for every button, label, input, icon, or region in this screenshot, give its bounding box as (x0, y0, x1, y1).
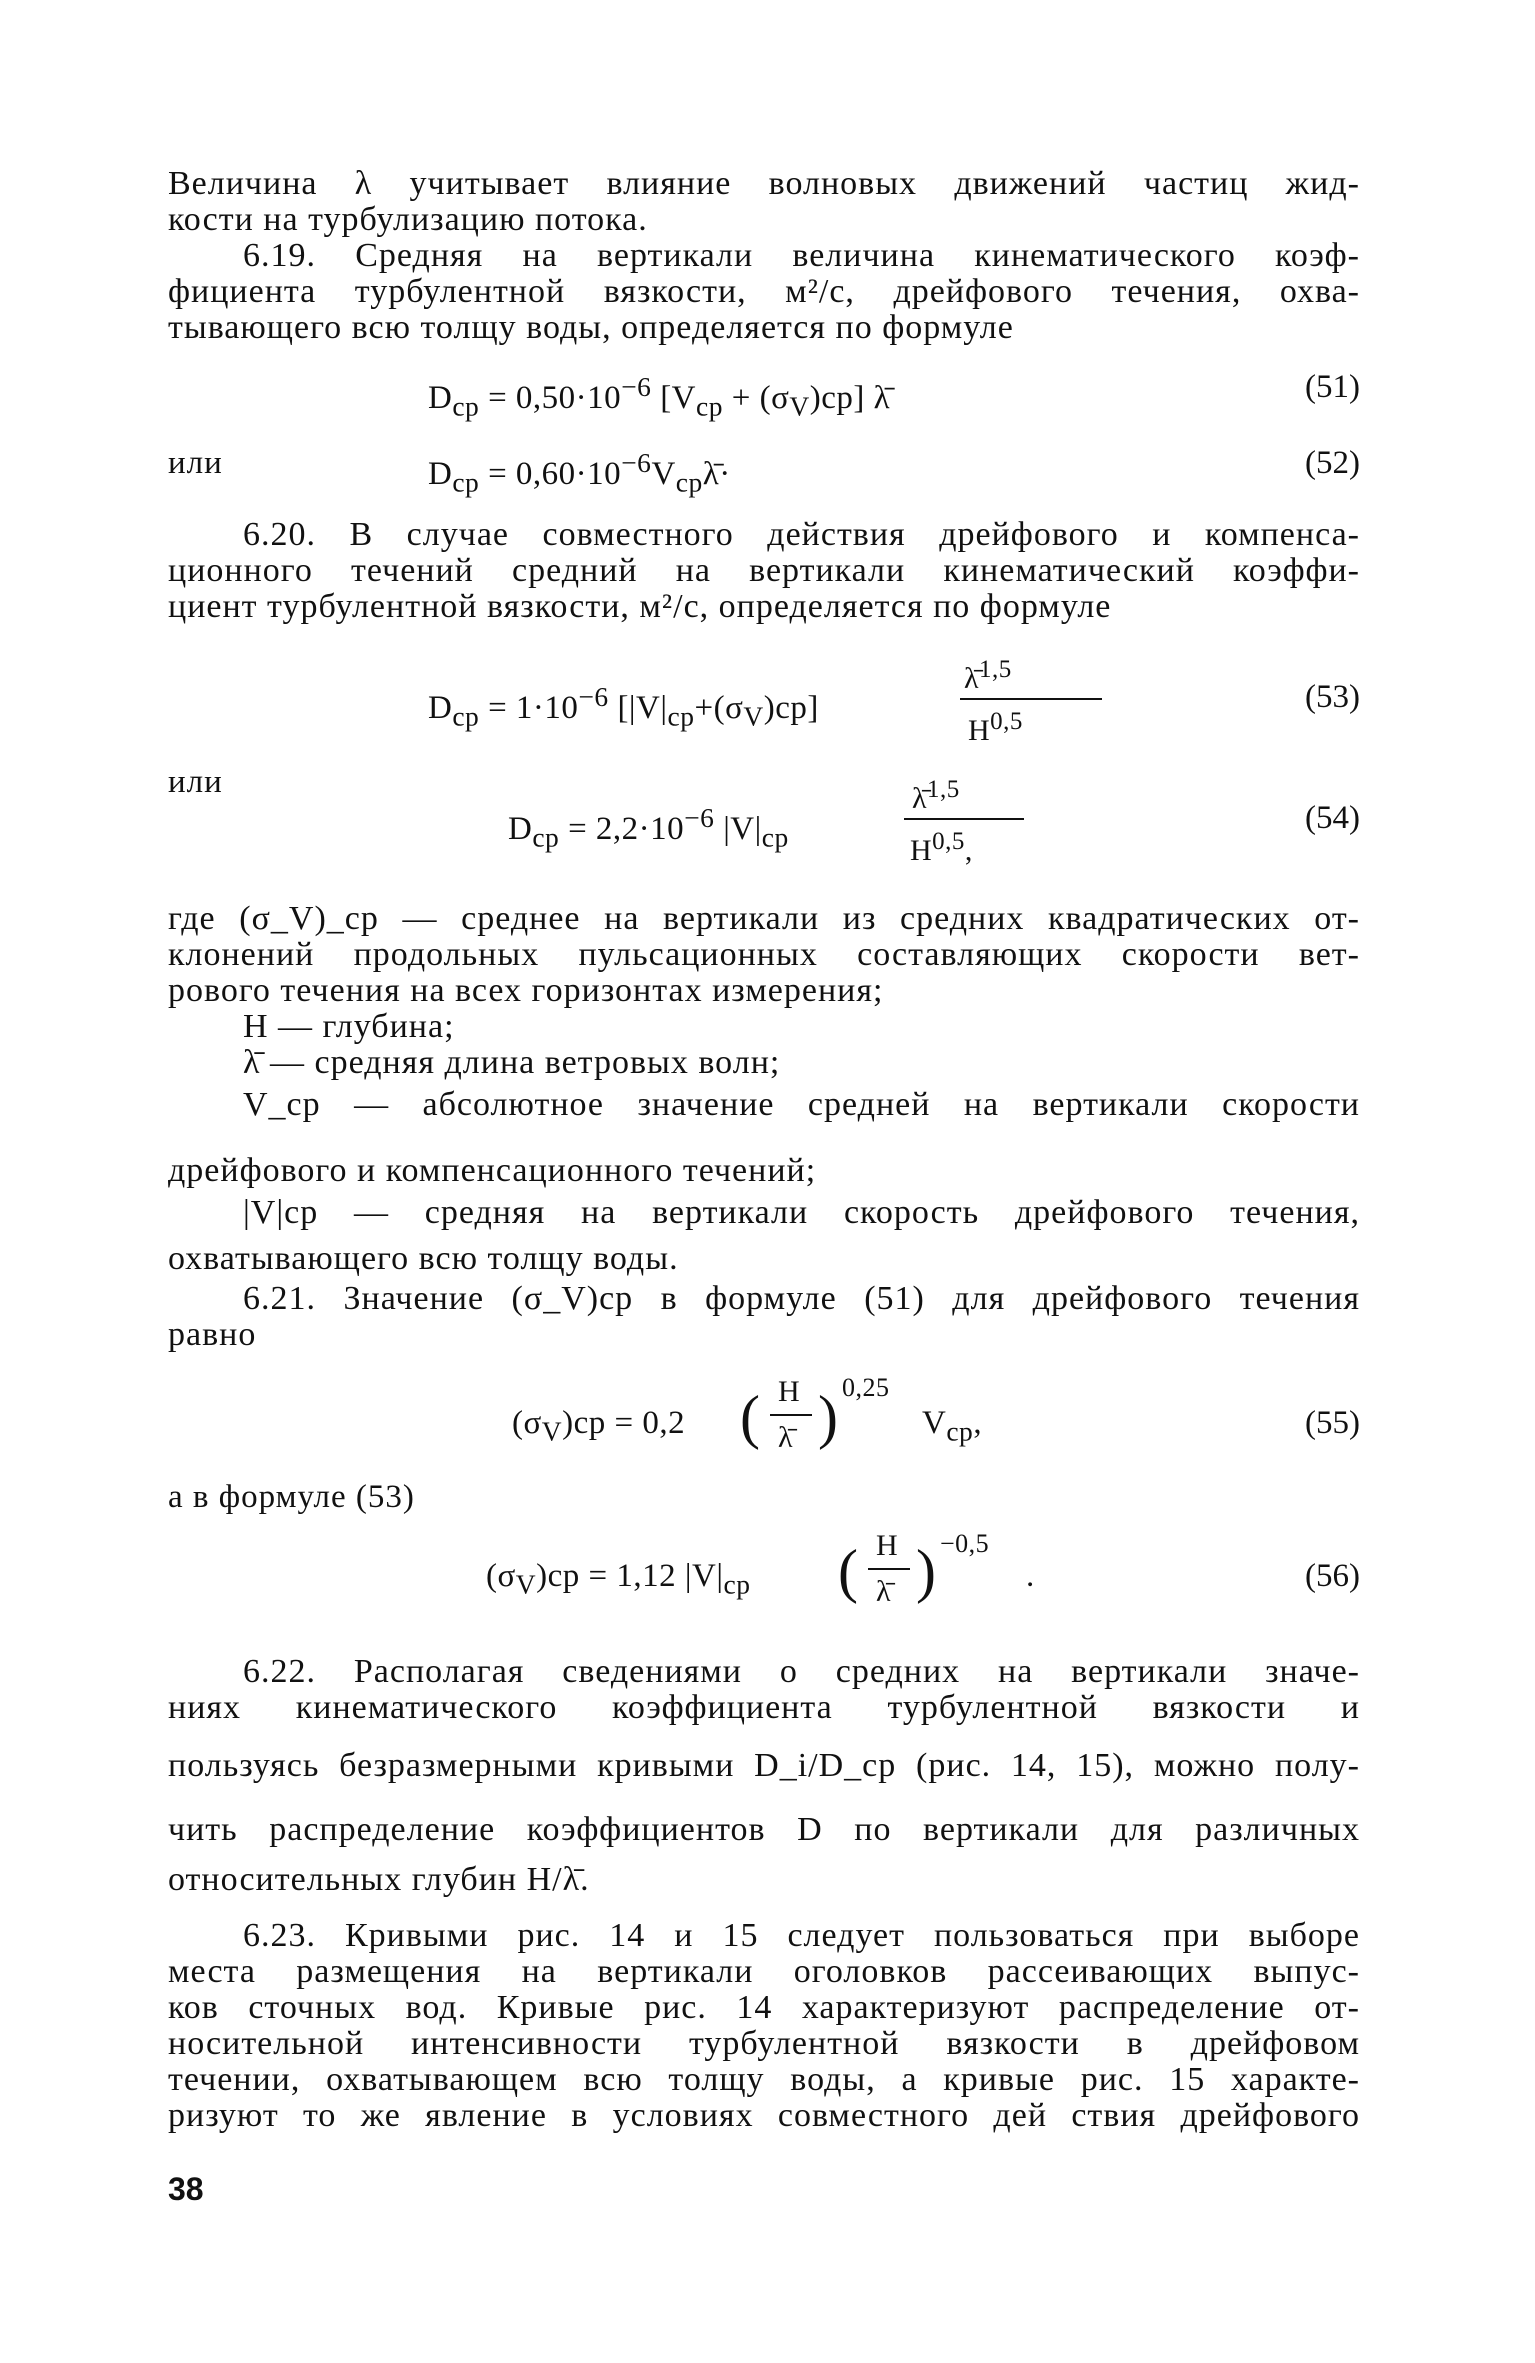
equation-56-tail: . (1026, 1558, 1035, 1594)
exponent: −0,5 (940, 1529, 990, 1558)
text-line: течении, охватывающем всю толщу воды, а кривые рис. 15 характе- (168, 2061, 1360, 2098)
text-line: тывающего всю толщу воды, определяется по формуле (168, 309, 1014, 346)
fraction-denominator: λ̄ (778, 1421, 794, 1454)
text-line: равно (168, 1316, 257, 1353)
text-ili: или (168, 445, 223, 481)
fraction-bar (770, 1414, 812, 1416)
equation-number: (52) (1305, 445, 1360, 481)
page-number: 38 (168, 2171, 204, 2207)
text-line: λ̄ — средняя длина ветровых волн; (243, 1044, 781, 1081)
exponent: 0,25 (842, 1373, 890, 1402)
fraction-numerator: H (876, 1529, 899, 1562)
text-line: охватывающего всю толщу воды. (168, 1240, 679, 1277)
text-line: 6.23. Кривыми рис. 14 и 15 следует пользоваться при выборе (243, 1917, 1360, 1954)
equation-number: (54) (1305, 800, 1360, 836)
text-line: 6.19. Средняя на вертикали величина кинематического коэф- (243, 237, 1360, 274)
fraction-numerator: λ̄$^{1,5}$ (912, 776, 960, 815)
text-line: ризуют то же явление в условиях совместного дей ствия дрейфового (168, 2097, 1360, 2134)
equation-51: $D_{ср} = 0,50\cdot 10^{-6}$ $[V_{ср} + (\sigma_V)ср]$ λ̄ (428, 371, 891, 422)
paren-right: ) (818, 1384, 839, 1450)
text-line: носительной интенсивности турбулентной вязкости в дрейфовом (168, 2025, 1360, 2062)
equation-55-tail: $V_{ср}$, (922, 1405, 983, 1447)
text-line: фициента турбулентной вязкости, м²/с, дрейфового течения, охва- (168, 273, 1360, 310)
paren-left: ( (740, 1384, 761, 1450)
fraction-denominator: H$^{0,5}$ (968, 708, 1023, 747)
fraction-bar (904, 818, 1024, 820)
text-line: рового течения на всех горизонтах измерения; (168, 972, 884, 1009)
text-line: ниях кинематического коэффициента турбулентной вязкости и (168, 1689, 1360, 1726)
fraction-denominator: H$^{0,5}$, (910, 828, 973, 867)
text-line: пользуясь безразмерными кривыми D_i/D_ср (рис. 14, 15), можно полу- (168, 1747, 1360, 1784)
text-line: дрейфового и компенсационного течений; (168, 1152, 817, 1189)
text-line: V_ср — абсолютное значение средней на вертикали скорости (243, 1086, 1360, 1123)
equation-number: (51) (1305, 369, 1360, 405)
text-line: клонений продольных пульсационных составляющих скорости вет- (168, 936, 1360, 973)
fraction-numerator: H (778, 1375, 801, 1408)
equation-number: (53) (1305, 679, 1360, 715)
text-line: кости на турбулизацию потока. (168, 201, 648, 238)
text-line: а в формуле (53) (168, 1479, 415, 1515)
equation-52: $D_{ср}$ = $0,60\cdot 10^{-6}V_{ср}\lambdā\cdot$ (428, 447, 731, 498)
text-line: 6.21. Значение (σ_V)ср в формуле (51) для дрейфового течения (243, 1280, 1360, 1317)
fraction-numerator: λ̄$^{1,5}$ (964, 656, 1012, 695)
text-line: места размещения на вертикали оголовков рассеивающих выпус- (168, 1953, 1360, 1990)
equation-55: $(\sigma_V)ср = 0,2$ (512, 1405, 686, 1447)
text-line: циент турбулентной вязкости, м²/с, определяется по формуле (168, 588, 1112, 625)
text-line: 6.20. В случае совместного действия дрейфового и компенса- (243, 516, 1360, 553)
fraction-bar (960, 698, 1102, 700)
fraction-denominator: λ̄ (876, 1575, 892, 1608)
text-line: |V|ср — средняя на вертикали скорость дрейфового течения, (243, 1194, 1360, 1231)
text-line: Величина λ учитывает влияние волновых движений частиц жид- (168, 165, 1360, 202)
text-line: ков сточных вод. Кривые рис. 14 характеризуют распределение от- (168, 1989, 1360, 2026)
text-line: чить распределение коэффициентов D по вертикали для различных (168, 1811, 1360, 1848)
text-line: H — глубина; (243, 1008, 455, 1045)
text-line: где (σ_V)_ср — среднее на вертикали из средних квадратических от- (168, 900, 1360, 937)
paren-left: ( (838, 1538, 859, 1604)
equation-54: $D_{ср} = 2,2\cdot 10^{-6}$ $|V|_{ср}$ (508, 802, 789, 853)
text-line: 6.22. Располагая сведениями о средних на вертикали значе- (243, 1653, 1360, 1690)
text-line: относительных глубин H/λ̄. (168, 1861, 590, 1898)
equation-53: $D_{ср} = 1\cdot 10^{-6}$ $[|V|_{ср}+(\sigma_V)ср]$ (428, 681, 819, 732)
text-ili: или (168, 764, 223, 800)
equation-number: (55) (1305, 1405, 1360, 1441)
equation-number: (56) (1305, 1558, 1360, 1594)
equation-56: $(\sigma_V)ср = 1,12$ $|V|_{ср}$ (486, 1558, 751, 1600)
fraction-bar (868, 1568, 910, 1570)
text-line: ционного течений средний на вертикали кинематический коэффи- (168, 552, 1360, 589)
paren-right: ) (916, 1538, 937, 1604)
